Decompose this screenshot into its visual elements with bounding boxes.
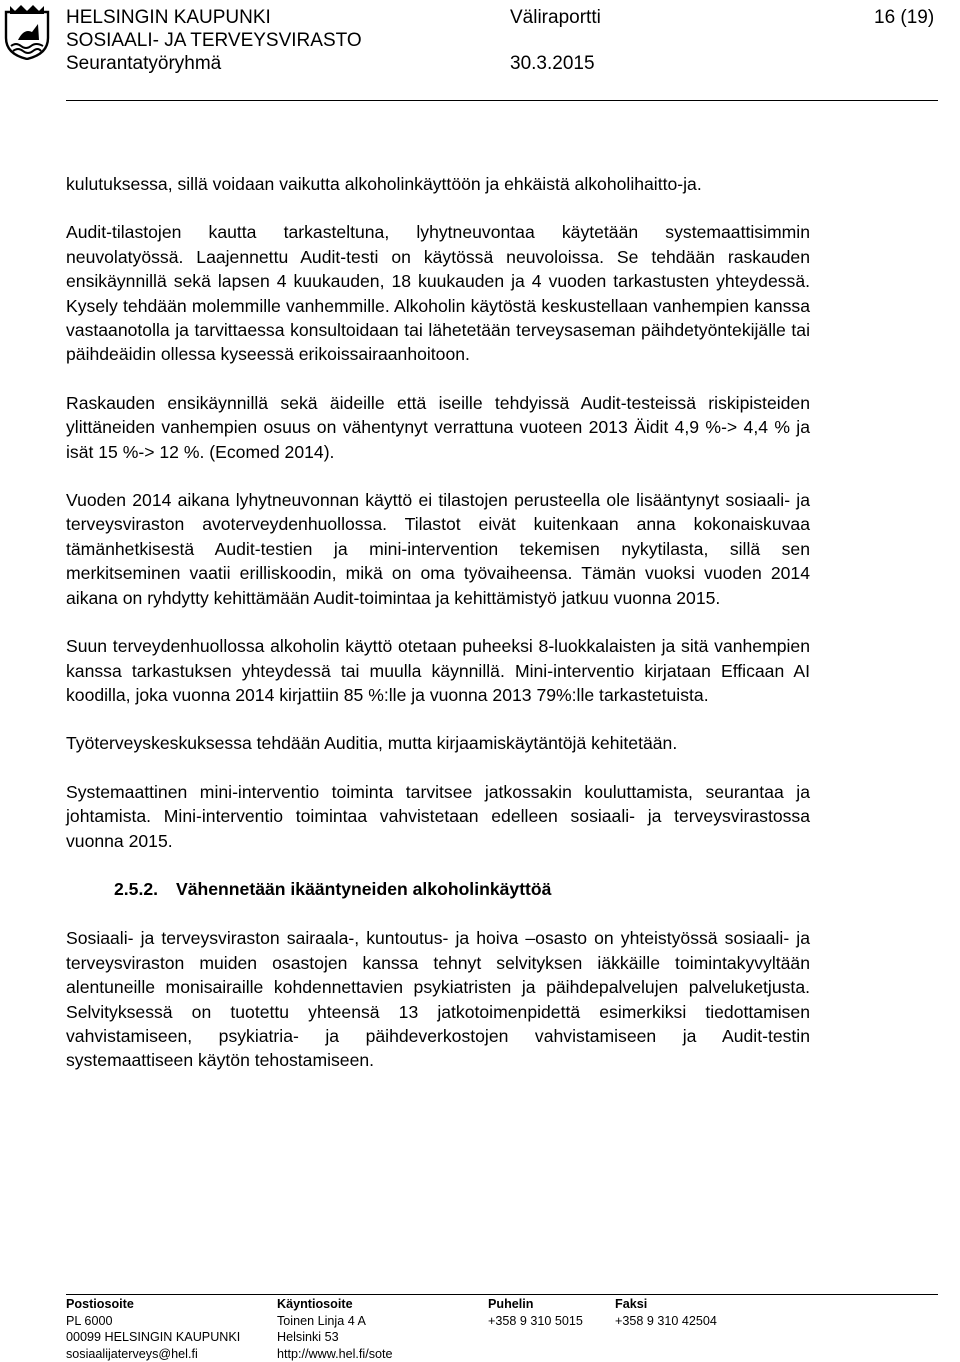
footer-phone-label: Puhelin xyxy=(488,1297,534,1311)
footer-fax xyxy=(615,1296,717,1329)
footer-visit-line1: Toinen Linja 4 A xyxy=(277,1313,366,1328)
paragraph-4: Vuoden 2014 aikana lyhytneuvonnan käyttö ei tilastojen perusteella ole lisääntynyt sosiaali- ja terveysviraston avoterveydenhuollossa. Tilastot eivät kuitenkaan anna kokonaiskuvaa tämänhetkisestä Audit-testien ja mini-intervention tekemisen nykytilasta, sillä sen merkitseminen vaatii erilliskoodin, mikä on oma työvaiheensa. Tämän vuoksi vuoden 2014 aikana on ryhdytty kehittämään Audit-toimintaa ja kehittämistyö jatkuu vuonna 2015. xyxy=(66,490,810,608)
header-doc-type: Väliraportti xyxy=(510,7,601,28)
footer-postal-line2: 00099 HELSINGIN KAUPUNKI xyxy=(66,1330,241,1345)
footer-fax-number: +358 9 310 42504 xyxy=(615,1313,717,1328)
paragraph-7: Systemaattinen mini-interventio toiminta tarvitsee jatkossakin kouluttamista, seurantaa ja johtamista. Mini-interventio toimintaa vahvistetaan edelleen sosiaali- ja terveysvirastossa vuonna 2015. xyxy=(66,781,810,851)
footer-postal-label: Postiosoite xyxy=(66,1297,134,1311)
footer-postal-line1: PL 6000 xyxy=(66,1313,113,1328)
helsinki-crest-logo xyxy=(4,2,50,60)
paragraph-1: kulutuksessa, sillä voidaan vaikutta alkoholinkäyttöön ja ehkäistä alkoholihaitto-ja. xyxy=(66,174,702,194)
header-org: HELSINGIN KAUPUNKI xyxy=(66,7,271,28)
footer-divider xyxy=(66,1294,938,1295)
section-heading xyxy=(114,877,810,901)
footer-visit-label: Käyntiosoite xyxy=(277,1297,353,1311)
footer-visit-line2: Helsinki 53 xyxy=(277,1330,339,1345)
footer-phone-number: +358 9 310 5015 xyxy=(488,1313,583,1328)
header-divider xyxy=(66,100,938,101)
header-date: 30.3.2015 xyxy=(510,53,595,74)
section-title: Vähennetään ikääntyneiden alkoholinkäyttöä xyxy=(176,878,552,899)
footer-website-link[interactable]: http://www.hel.fi/sote xyxy=(277,1346,393,1361)
footer-email-link[interactable]: sosiaalijaterveys@hel.fi xyxy=(66,1346,198,1361)
paragraph-3: Raskauden ensikäynnillä sekä äideille että iseille tehdyissä Audit-testeissä riskipisteiden ylittäneiden vanhempien osuus on vähentynyt verrattuna vuoteen 2013 Äidit 4,9 %-> 4,4 % ja isät 15 %-> 12 %. (Ecomed 2014). xyxy=(66,392,810,462)
section-number: 2.5.2. xyxy=(114,878,159,899)
paragraph-8: Sosiaali- ja terveysviraston sairaala-, kuntoutus- ja hoiva –osasto on yhteistyössä sosiaali- ja terveysviraston muiden osastojen kanssa tehnyt selvityksen iäkkäille toimintakyvyltään alentuneille monisairaille kohdennettavien psykiatristen ja päihdepalvelujen palveluketjusta. Selvityksessä on tuotettu yhteensä 13 jatkotoimenpidettä esimerkiksi tiedottamisen vahvistamiseen, psykiatria- ja päihdeverkostojen vahvistamiseen ja Audit-testin systemaattiseen käytön tehostamiseen. xyxy=(66,928,810,1071)
paragraph-5: Suun terveydenhuollossa alkoholin käyttö otetaan puheeksi 8-luokkalaisten ja sitä vanhempien kanssa tarkastuksen yhteydessä tai muulla käynnillä. Mini-interventio kirjataan Efficaan AI koodilla, joka vuonna 2014 kirjattiin 85 %:lle ja vuonna 2013 79%:lle tarkastetuista. xyxy=(66,636,810,705)
footer-postal-address xyxy=(66,1296,240,1362)
header-department: SOSIAALI- JA TERVEYSVIRASTO xyxy=(66,30,362,51)
paragraph-2: Audit-tilastojen kautta tarkasteltuna, lyhytneuvontaa käytetään systemaattisimmin neuvolatyössä. Laajennettu Audit-testi on käytössä neuvoloissa. Se tehdään raskauden ensikäynnillä sekä lapsen 4 kuukauden, 18 kuukauden ja 4 vuoden tarkastusten yhteydessä. Kysely tehdään molemmille vanhemmille. Alkoholin käytöstä keskustellaan vanhempien kanssa vastaanotolla ja tarvittaessa konsultoidaan tai lähetetään terveysaseman päihdetyöntekijälle tai päihdeäidin ollessa kyseessä erikoissairaanhoitoon. xyxy=(66,222,810,365)
header-group: Seurantatyöryhmä xyxy=(66,53,222,74)
footer-visiting-address xyxy=(277,1296,393,1362)
document-body xyxy=(66,172,810,1097)
footer-fax-label: Faksi xyxy=(615,1297,648,1311)
paragraph-6: Työterveyskeskuksessa tehdään Auditia, mutta kirjaamiskäytäntöjä kehitetään. xyxy=(66,733,678,754)
footer-phone xyxy=(488,1296,583,1329)
header-page-number: 16 (19) xyxy=(874,7,935,28)
